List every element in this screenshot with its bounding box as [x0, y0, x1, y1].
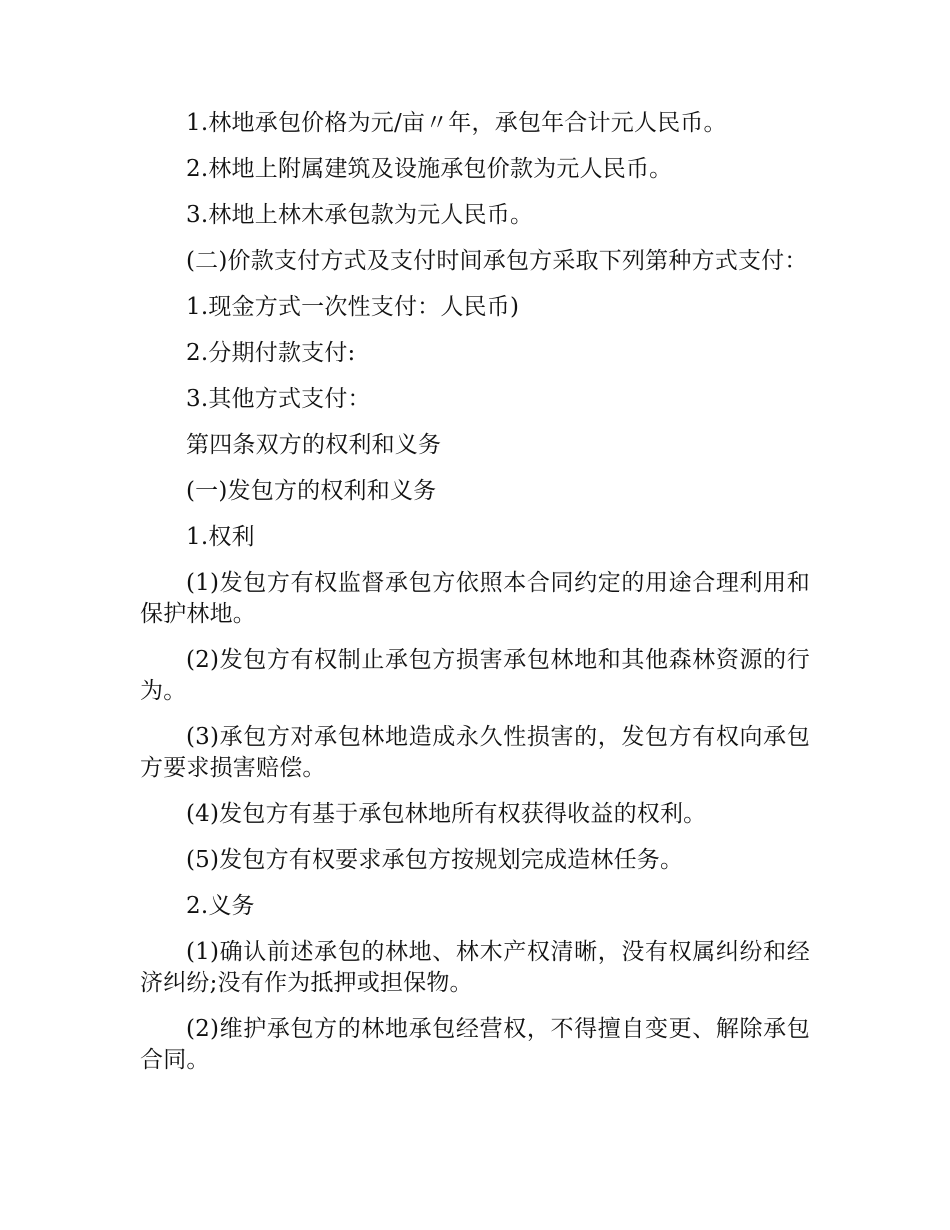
subsection-heading-1: (一)发包方的权利和义务	[186, 478, 437, 504]
paragraph-rights-2: (2)发包方有权制止承包方损害承包林地和其他森林资源的行为。	[140, 647, 810, 704]
paragraph-5: 1.现金方式一次性支付：人民币)	[186, 294, 520, 320]
paragraph-rights-5: (5)发包方有权要求承包方按规划完成造林任务。	[186, 847, 684, 873]
paragraph-2: 2.林地上附属建筑及设施承包价款为元人民币。	[186, 156, 673, 182]
paragraph-rights-4: (4)发包方有基于承包林地所有权获得收益的权利。	[186, 801, 707, 827]
paragraph-rights-3: (3)承包方对承包林地造成永久性损害的，发包方有权向承包方要求损害赔偿。	[140, 724, 810, 781]
section-heading-4: 第四条双方的权利和义务	[186, 432, 442, 458]
paragraph-obligations-2: (2)维护承包方的林地承包经营权，不得擅自变更、解除承包合同。	[140, 1016, 810, 1073]
paragraph-obligations-1: (1)确认前述承包的林地、林木产权清晰，没有权属纠纷和经济纠纷;没有作为抵押或担保物。	[140, 939, 810, 996]
paragraph-rights-1: (1)发包方有权监督承包方依照本合同约定的用途合理利用和保护林地。	[140, 570, 810, 627]
paragraph-1: 1.林地承包价格为元/亩〃年，承包年合计元人民币。	[186, 110, 727, 136]
document-body	[140, 108, 810, 1091]
obligations-heading: 2.义务	[186, 893, 255, 919]
paragraph-4: (二)价款支付方式及支付时间承包方采取下列第种方式支付：	[186, 248, 808, 274]
paragraph-7: 3.其他方式支付：	[186, 386, 371, 412]
paragraph-6: 2.分期付款支付:	[186, 340, 356, 366]
rights-heading: 1.权利	[186, 524, 255, 550]
paragraph-3: 3.林地上林木承包款为元人民币。	[186, 202, 534, 228]
